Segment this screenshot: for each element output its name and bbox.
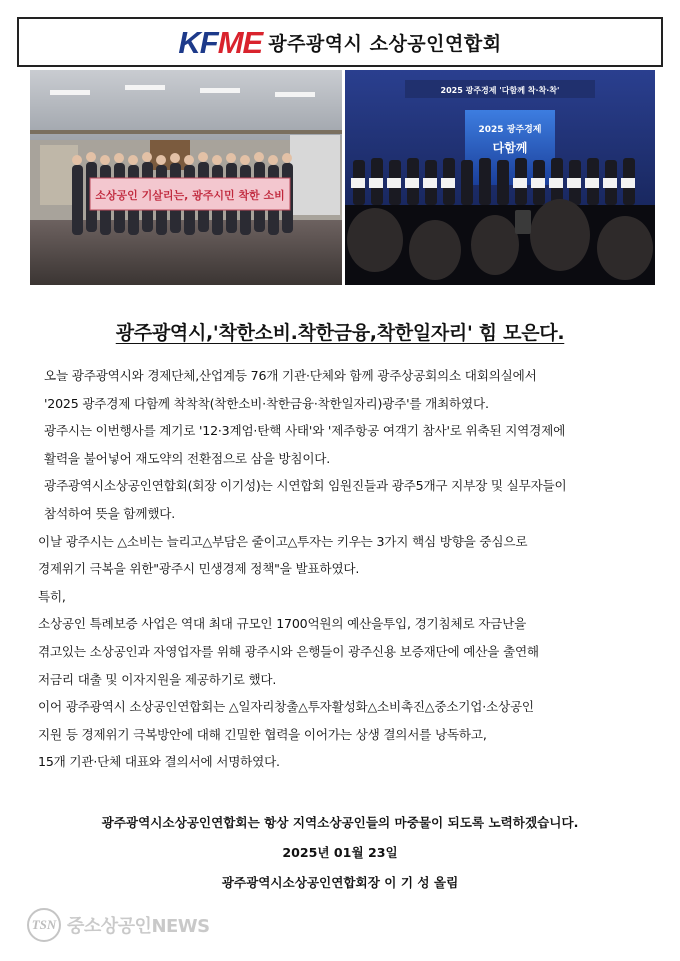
paragraph-line: 참석하여 뜻을 함께했다.: [44, 505, 176, 521]
closing-message: 광주광역시소상공인연합회는 항상 지역소상공인들의 마중물이 되도록 노력하겠습니다.: [101, 815, 579, 830]
paragraph-line: 이어 광주광역시 소상공인연합회는 △일자리창출△투자활성화△소비촉진△중소기업·소상공인: [38, 699, 534, 715]
article-body: [38, 362, 648, 776]
left-photo-banner-text: 소상공인 기살리는, 광주시민 착한 소비: [95, 189, 285, 202]
kfme-logo: KFME: [178, 24, 263, 60]
photo-banner-group: [30, 70, 342, 285]
paragraph-line: 소상공인 특례보증 사업은 역대 최대 규모인 1700억원의 예산을투입, 경기침체로 자금난을: [38, 616, 527, 632]
org-title: 광주광역시 소상공인연합회: [268, 32, 502, 55]
closing-date: 2025년 01월 23일: [282, 845, 398, 860]
paragraph-line: 저금리 대출 및 이자지원을 제공하기로 했다.: [38, 671, 277, 687]
footer-brand: 중소상공인NEWS: [67, 916, 210, 937]
paragraph-line: 경제위기 극복을 위한"광주시 민생경제 정책"을 발표하였다.: [38, 561, 360, 577]
paragraph-line: 광주시는 이번행사를 계기로 '12·3계엄·탄핵 사태'와 '제주항공 여객기 참사'로 위축된 지역경제에: [44, 423, 566, 439]
paragraph-line: 오늘 광주광역시와 경제단체,산업계등 76개 기관·단체와 함께 광주상공회의소 대회의실에서: [44, 368, 537, 383]
footer-logo: [27, 908, 210, 942]
photo-ceremony-stage: [345, 70, 655, 285]
paragraph-line: 겪고있는 소상공인과 자영업자를 위해 광주시와 은행들이 광주신용 보증재단에 예산을 출연해: [38, 643, 539, 659]
headline: 광주광역시,'착한소비.착한금융,착한일자리' 힘 모은다.: [115, 322, 565, 344]
paragraph-line: 활력을 불어넣어 재도약의 전환점으로 삼을 방침이다.: [44, 450, 331, 466]
paragraph-line: 지원 등 경제위기 극복방안에 대해 긴밀한 협력을 이어가는 상생 결의서를 낭독하고,: [38, 726, 487, 742]
header-box: [17, 17, 663, 67]
paragraph-line: 광주광역시소상공인연합회(회장 이기성)는 시연합회 임원진들과 광주5개구 지부장 및 실무자들이: [44, 478, 567, 494]
right-photo-stage-banner: 2025 광주경제 '다함께 착·착·착': [440, 86, 560, 95]
paragraph-line: 특히,: [38, 588, 66, 604]
closing-signature: 광주광역시소상공인연합회장 이 기 성 올림: [221, 875, 459, 890]
right-photo-screen-sub: 다함께: [492, 141, 528, 155]
paragraph-line: '2025 광주경제 다함께 착착착(착한소비·착한금융·착한일자리)광주'를 개최하였다.: [44, 395, 489, 411]
tsn-emblem-icon: TSN: [27, 908, 61, 942]
paragraph-line: 15개 기관·단체 대표와 결의서에 서명하였다.: [38, 754, 280, 770]
right-photo-screen-title: 2025 광주경제: [478, 125, 542, 135]
paragraph-line: 이날 광주시는 △소비는 늘리고△부담은 줄이고△투자는 키우는 3가지 핵심 방향을 중심으로: [38, 533, 528, 549]
